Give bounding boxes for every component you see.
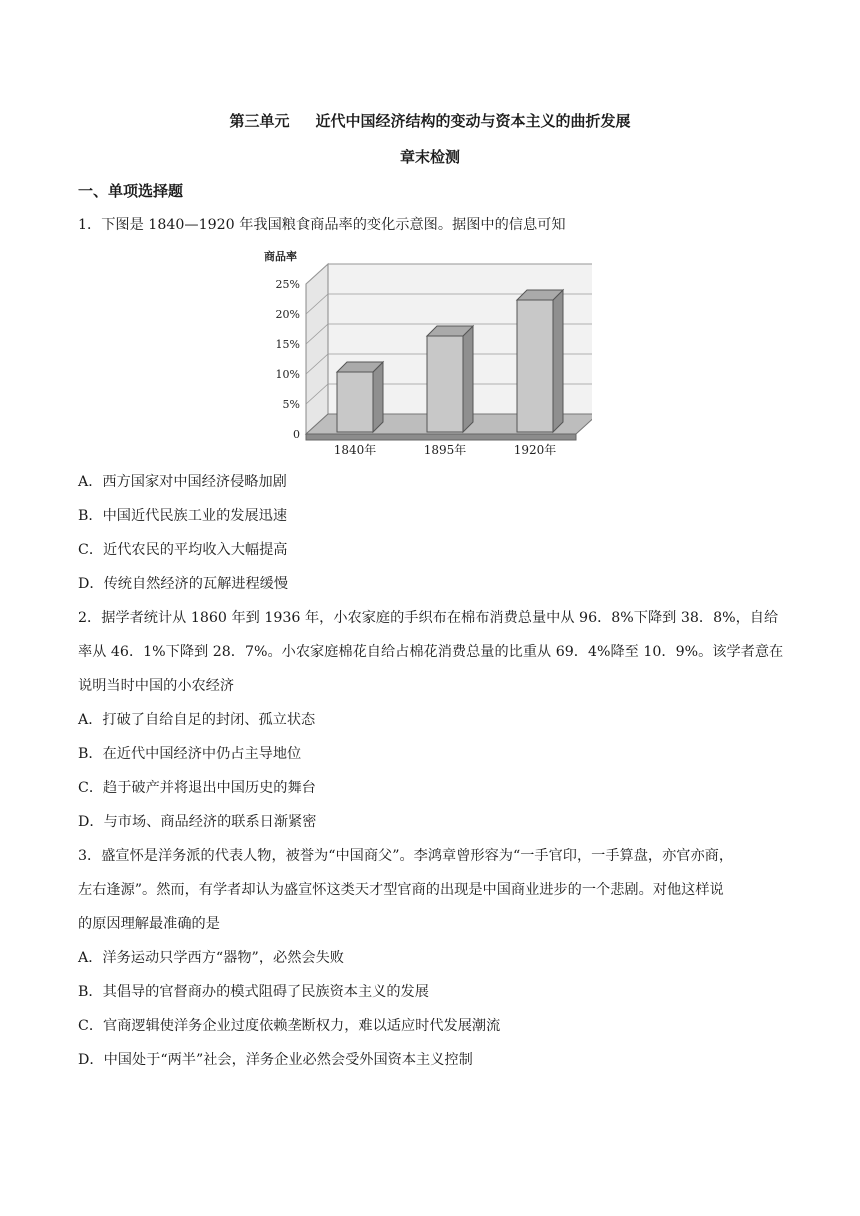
chart-side-wall [306, 264, 328, 434]
x-tick-label: 1920年 [513, 443, 557, 456]
unit-title [0, 110, 860, 131]
bar-side-1895年 [463, 326, 473, 432]
q3-option-d: D．中国处于“两半”社会，洋务企业必然会受外国资本主义控制 [78, 1052, 473, 1068]
q1-option-b: B．中国近代民族工业的发展迅速 [78, 508, 288, 524]
q2-stem-line-1: 2．据学者统计从 1860 年到 1936 年，小农家庭的手织布在棉布消费总量中从 96．8%下降到 38．8%，自给 [78, 610, 779, 626]
bar-side-1840年 [373, 362, 383, 432]
q3-option-a: A．洋务运动只学西方“器物”，必然会失败 [78, 950, 344, 966]
q3-option-c: C．官商逻辑使洋务企业过度依赖垄断权力，难以适应时代发展潮流 [78, 1018, 501, 1034]
q2-option-a: A．打破了自给自足的封闭、孤立状态 [78, 712, 316, 728]
unit-title-main: 近代中国经济结构的变动与资本主义的曲折发展 [315, 112, 631, 130]
bar-1840年 [337, 372, 373, 432]
q2-option-b: B．在近代中国经济中仍占主导地位 [78, 746, 302, 762]
y-tick-label: 15% [275, 338, 300, 351]
subtitle: 章末检测 [399, 148, 460, 166]
section-heading: 一、单项选择题 [78, 182, 184, 200]
unit-label: 第三单元 [229, 112, 290, 130]
y-tick-label: 25% [275, 278, 300, 291]
y-tick-label: 5% [282, 398, 300, 411]
q3-stem-line-3: 的原因理解最准确的是 [78, 916, 220, 932]
x-tick-label: 1895年 [423, 443, 467, 456]
q3-stem-line-2: 左右逢源”。然而，有学者却认为盛宣怀这类天才型官商的出现是中国商业进步的一个悲剧。对他这样说 [78, 882, 724, 898]
y-tick-label: 20% [275, 308, 300, 321]
q1-option-c: C．近代农民的平均收入大幅提高 [78, 542, 288, 558]
bar-1920年 [517, 300, 553, 432]
q1-stem-line: 1．下图是 1840—1920 年我国粮食商品率的变化示意图。据图中的信息可知 [78, 217, 566, 233]
bar-1895年 [427, 336, 463, 432]
q3-stem-line-1: 3．盛宣怀是洋务派的代表人物，被誉为“中国商父”。李鸿章曾形容为“一手官印，一手算盘，亦官亦商， [78, 848, 734, 864]
q3-option-b: B．其倡导的官督商办的模式阻碍了民族资本主义的发展 [78, 984, 429, 1000]
y-axis-label: 商品率 [264, 250, 297, 263]
q2-stem-line-3: 说明当时中国的小农经济 [78, 678, 235, 694]
q2-option-d: D．与市场、商品经济的联系日渐紧密 [78, 814, 317, 830]
y-tick-label: 0 [293, 428, 300, 441]
q1-option-d: D．传统自然经济的瓦解进程缓慢 [78, 576, 289, 592]
bar-side-1920年 [553, 290, 563, 432]
chart-floor-edge [306, 434, 576, 440]
grain-commercialization-chart [262, 246, 592, 456]
q2-stem-line-2: 率从 46．1%下降到 28．7%。小农家庭棉花自给占棉花消费总量的比重从 69．4%降至 10．9%。该学者意在 [78, 644, 784, 660]
y-tick-label: 10% [275, 368, 300, 381]
x-tick-label: 1840年 [333, 443, 377, 456]
q1-option-a: A．西方国家对中国经济侵略加剧 [78, 474, 287, 490]
q2-option-c: C．趋于破产并将退出中国历史的舞台 [78, 780, 316, 796]
